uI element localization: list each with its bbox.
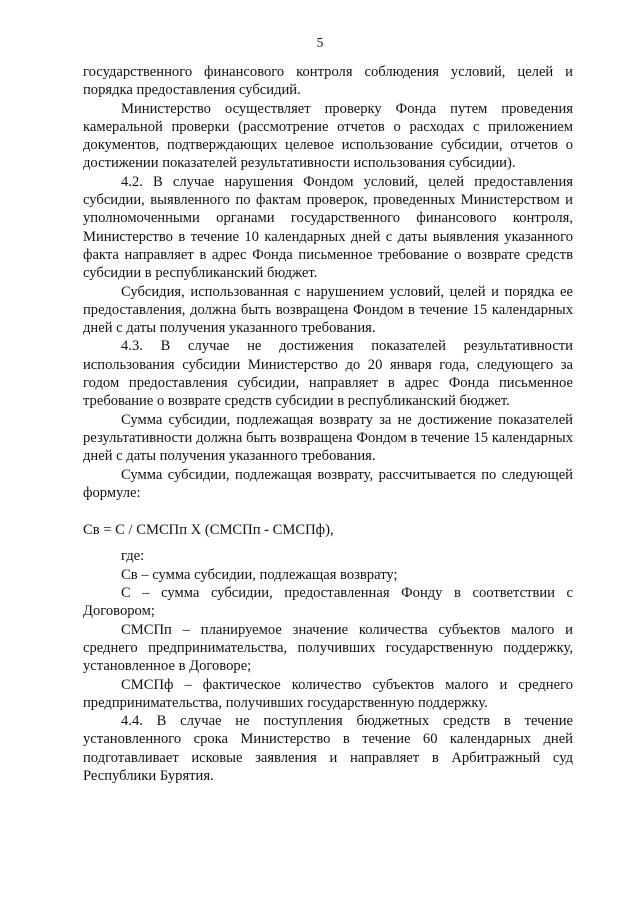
return-formula: Св = С / СМСПп X (СМСПп - СМСПф), [83,522,334,539]
paragraph-subsidy-return: Субсидия, использованная с нарушением условий, целей и порядка ее предоставления, должна быть возвращена Фондом в течение 15 календарных дней с даты получения указанного требования. [83,283,573,337]
paragraph-4-2: 4.2. В случае нарушения Фондом условий, целей предоставления субсидии, выявленного по фактам проверок, проведенных Министерством и уполномоченными органами государственного финансового контроля, Министерство в течение 10 календарных дней с даты выявления указанного факта направляет в адрес Фонда письменное требование о возврате средств субсидии в республиканский бюджет. [83,173,573,282]
definition-item: СМСПф – фактическое количество субъектов малого и среднего предпринимательства, получивших государственную поддержку. [83,676,573,711]
page-number: 5 [316,35,324,50]
paragraph-4-3: 4.3. В случае не достижения показателей результативности использования субсидии Министерство до 20 января года, следующего за годом предоставления субсидии, направляет в адрес Фонда письменное требование о возврате средств субсидии в республиканский бюджет. [83,338,573,410]
paragraph-return-amount: Сумма субсидии, подлежащая возврату за не достижение показателей результативности должна быть возвращена Фондом в течение 15 календарных дней с даты получения указанного требования. [83,411,573,465]
paragraph-formula-intro: Сумма субсидии, подлежащая возврату, рассчитывается по следующей формуле: [83,466,573,501]
document-body [83,63,573,785]
definition-item: СМСПп – планируемое значение количества субъектов малого и среднего предпринимательства, получивших государственную поддержку, установленное в Договоре; [83,621,573,675]
definition-item: Св – сумма субсидии, подлежащая возврату; [121,566,398,583]
definition-item: С – сумма субсидии, предоставленная Фонду в соответствии с Договором; [83,585,573,620]
paragraph-ministry-check: Министерство осуществляет проверку Фонда путем проведения камеральной проверки (рассмотрение отчетов о расходах с приложением документов, подтверждающих целевое использование субсидии, отчетов о достижении показателей результативности использования субсидии). [83,100,573,172]
paragraph-4-4: 4.4. В случае не поступления бюджетных средств в течение установленного срока Министерство в течение 60 календарных дней подготавливает исковые заявления и направляет в Арбитражный суд Республики Бурятия. [83,713,573,784]
paragraph-continuation: государственного финансового контроля соблюдения условий, целей и порядка предоставления субсидий. [83,64,573,99]
definitions-where: где: [121,548,145,565]
